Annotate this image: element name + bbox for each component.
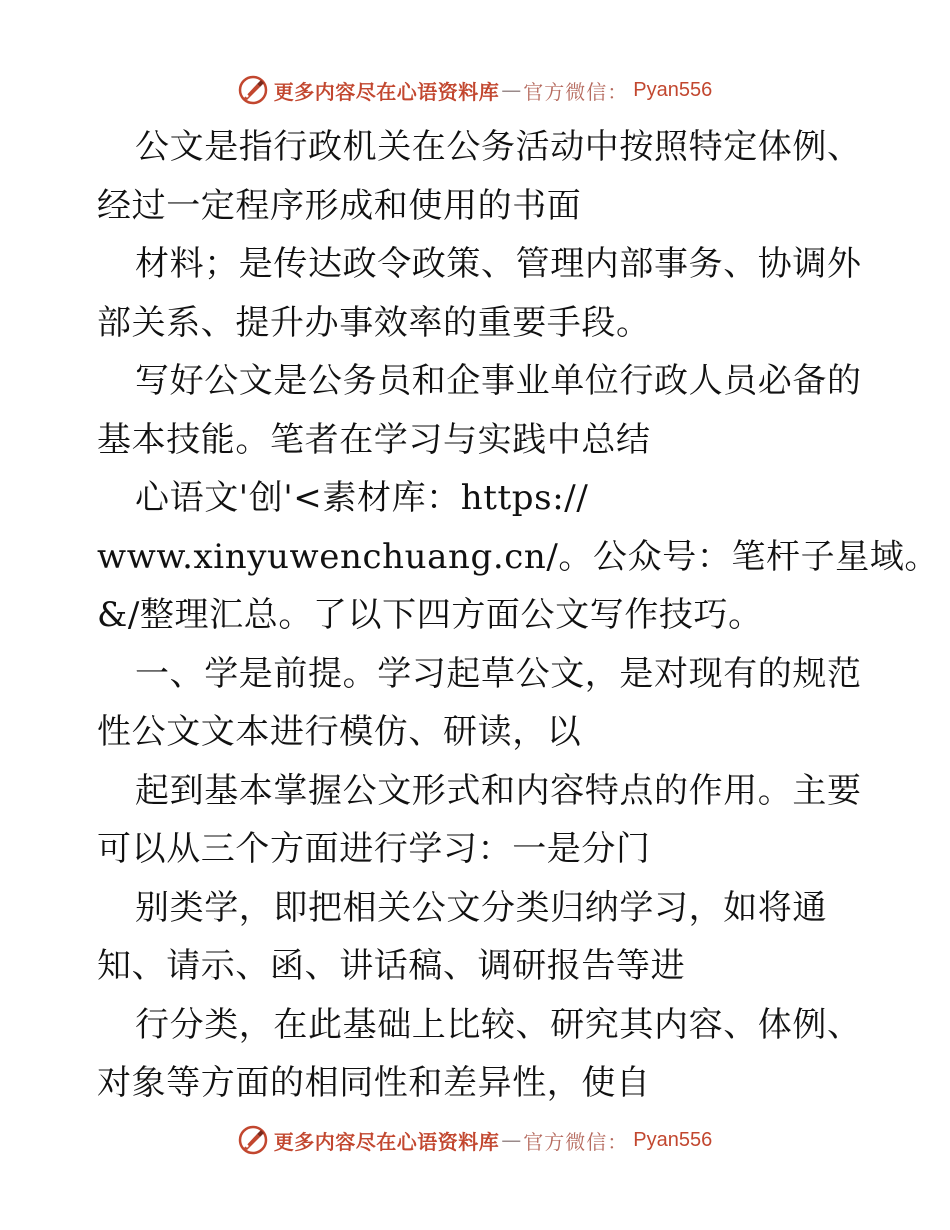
header-banner bbox=[0, 70, 950, 110]
banner-colon: ： bbox=[607, 1129, 628, 1154]
text-line: &/整理汇总。了以下四方面公文写作技巧。 bbox=[97, 595, 763, 635]
text-line: www.xinyuwenchuang.cn/。公众号：笔杆子星域。 bbox=[97, 536, 940, 577]
text-line: 知、请示、函、讲话稿、调研报告等进 bbox=[97, 946, 686, 986]
pen-logo-icon bbox=[238, 75, 268, 105]
banner-sub-text: 官方微信 bbox=[523, 79, 608, 104]
document-body bbox=[97, 118, 940, 1113]
text-line: 经过一定程序形成和使用的书面 bbox=[97, 185, 582, 226]
footer-banner bbox=[0, 1120, 950, 1160]
text-line: 起到基本掌握公文形式和内容特点的作用。主要 bbox=[135, 770, 862, 811]
text-line: 心语文'创'<素材库：https:// bbox=[135, 478, 589, 518]
banner-wechat-id: Pyan556 bbox=[633, 1128, 713, 1151]
text-line: 写好公文是公务员和企事业单位行政人员必备的 bbox=[135, 361, 862, 401]
text-line: 行分类，在此基础上比较、研究其内容、体例、 bbox=[135, 1004, 862, 1045]
text-line: 一、学是前提。学习起草公文，是对现有的规范 bbox=[135, 653, 862, 694]
banner-main-text: 更多内容尽在心语资料库 bbox=[273, 1129, 500, 1154]
text-line: 部关系、提升办事效率的重要手段。 bbox=[97, 302, 651, 343]
banner-sub-text: 官方微信 bbox=[523, 1129, 608, 1154]
banner-dash: — bbox=[501, 78, 522, 102]
text-line: 性公文文本进行模仿、研读，以 bbox=[97, 712, 582, 752]
text-line: 基本技能。笔者在学习与实践中总结 bbox=[97, 419, 651, 460]
banner-colon: ： bbox=[607, 79, 628, 104]
text-line: 别类学，即把相关公文分类归纳学习，如将通 bbox=[135, 887, 827, 928]
text-line: 可以从三个方面进行学习：一是分门 bbox=[97, 829, 651, 869]
text-line: 公文是指行政机关在公务活动中按照特定体例、 bbox=[135, 127, 862, 167]
banner-dash: — bbox=[501, 1128, 522, 1152]
banner-wechat-id: Pyan556 bbox=[633, 78, 713, 101]
banner-main-text: 更多内容尽在心语资料库 bbox=[273, 79, 500, 104]
text-line: 材料；是传达政令政策、管理内部事务、协调外 bbox=[135, 244, 862, 284]
pen-logo-icon bbox=[238, 1125, 268, 1155]
text-line: 对象等方面的相同性和差异性，使自 bbox=[97, 1063, 651, 1103]
